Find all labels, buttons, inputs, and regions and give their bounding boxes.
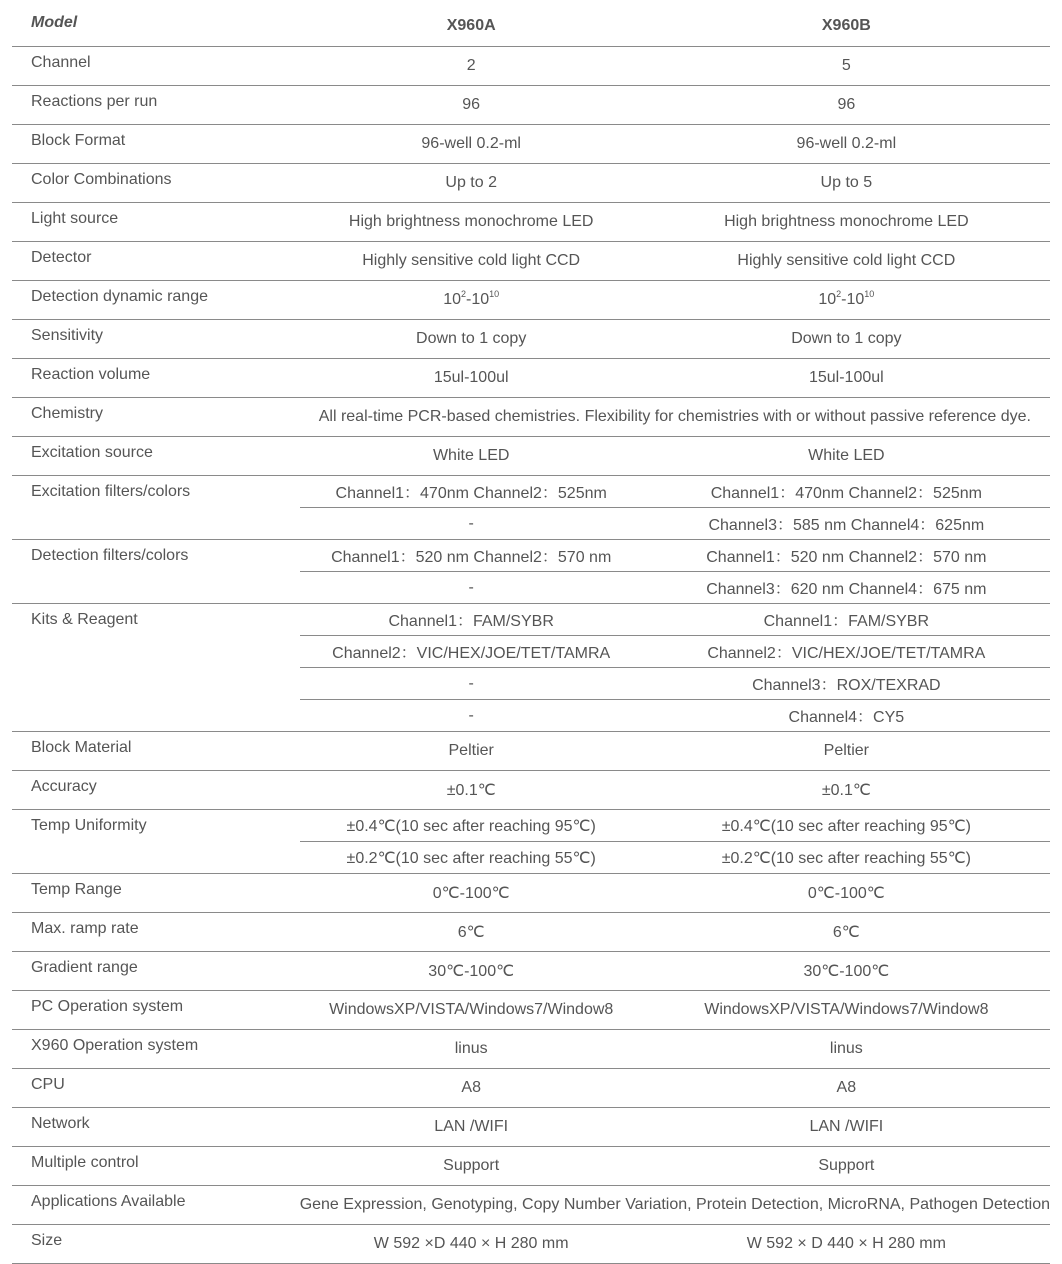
value-b: Channel1：470nm Channel2：525nm <box>643 476 1050 508</box>
table-row <box>12 437 1050 476</box>
header-model-b: X960B <box>643 6 1050 47</box>
value-a: - <box>300 700 643 732</box>
table-row <box>12 476 1050 508</box>
header-model-label: Model <box>12 6 300 47</box>
row-label: Accuracy <box>12 771 300 810</box>
value-a: White LED <box>300 437 643 476</box>
value-a: ±0.2℃(10 sec after reaching 55℃) <box>300 842 643 874</box>
value-b: Up to 5 <box>643 164 1050 203</box>
value-b: WindowsXP/VISTA/Windows7/Window8 <box>643 991 1050 1030</box>
value-b: 96-well 0.2-ml <box>643 125 1050 164</box>
value-b: Peltier <box>643 732 1050 771</box>
value-a: linus <box>300 1030 643 1069</box>
value-b: 5 <box>643 47 1050 86</box>
row-label: Max. ramp rate <box>12 913 300 952</box>
value-b: Highly sensitive cold light CCD <box>643 242 1050 281</box>
table-row <box>12 125 1050 164</box>
table-row <box>12 810 1050 842</box>
value-a: 96-well 0.2-ml <box>300 125 643 164</box>
value-a: Channel1：520 nm Channel2：570 nm <box>300 540 643 572</box>
table-row <box>12 874 1050 913</box>
row-label: Detector <box>12 242 300 281</box>
table-header-row <box>12 6 1050 47</box>
value-b: ±0.2℃(10 sec after reaching 55℃) <box>643 842 1050 874</box>
spec-table <box>12 6 1050 1264</box>
value-b: Channel3：620 nm Channel4：675 nm <box>643 572 1050 604</box>
row-label: Reactions per run <box>12 86 300 125</box>
value-b: High brightness monochrome LED <box>643 203 1050 242</box>
table-row <box>12 1225 1050 1264</box>
value-b: 0℃-100℃ <box>643 874 1050 913</box>
value-b: Support <box>643 1147 1050 1186</box>
value-a: LAN /WIFI <box>300 1108 643 1147</box>
row-label: Temp Range <box>12 874 300 913</box>
row-label: Excitation filters/colors <box>12 476 300 540</box>
value-b: ±0.1℃ <box>643 771 1050 810</box>
range-exp-high: 10 <box>864 289 875 299</box>
table-row <box>12 913 1050 952</box>
value-a: Channel1：FAM/SYBR <box>300 604 643 636</box>
row-label: Size <box>12 1225 300 1264</box>
table-row <box>12 1108 1050 1147</box>
table-row <box>12 1147 1050 1186</box>
value-b: linus <box>643 1030 1050 1069</box>
value-a: Support <box>300 1147 643 1186</box>
value-b: LAN /WIFI <box>643 1108 1050 1147</box>
value-a: Highly sensitive cold light CCD <box>300 242 643 281</box>
row-label: Kits & Reagent <box>12 604 300 732</box>
row-label: Applications Available <box>12 1186 300 1225</box>
value-a: Channel1：470nm Channel2：525nm <box>300 476 643 508</box>
table-row <box>12 604 1050 636</box>
table-row <box>12 952 1050 991</box>
value-b: Channel1：520 nm Channel2：570 nm <box>643 540 1050 572</box>
row-label: Detection filters/colors <box>12 540 300 604</box>
table-row <box>12 164 1050 203</box>
value-b: Channel1：FAM/SYBR <box>643 604 1050 636</box>
value-a: High brightness monochrome LED <box>300 203 643 242</box>
table-row <box>12 47 1050 86</box>
value-b: W 592 × D 440 × H 280 mm <box>643 1225 1050 1264</box>
row-label: Detection dynamic range <box>12 281 300 320</box>
table-row <box>12 281 1050 320</box>
row-label: Light source <box>12 203 300 242</box>
table-row <box>12 320 1050 359</box>
row-label: Sensitivity <box>12 320 300 359</box>
value-b: Channel3：585 nm Channel4：625nm <box>643 508 1050 540</box>
row-label: Channel <box>12 47 300 86</box>
value-b: 6℃ <box>643 913 1050 952</box>
value-b: 15ul-100ul <box>643 359 1050 398</box>
value-b: Channel2：VIC/HEX/JOE/TET/TAMRA <box>643 636 1050 668</box>
row-label: Network <box>12 1108 300 1147</box>
value-a: - <box>300 508 643 540</box>
value-a: 30℃-100℃ <box>300 952 643 991</box>
range-exp-low: 2 <box>461 289 467 299</box>
row-label: Excitation source <box>12 437 300 476</box>
value-a: 0℃-100℃ <box>300 874 643 913</box>
value-b <box>643 281 1050 320</box>
value-b: Channel3：ROX/TEXRAD <box>643 668 1050 700</box>
range-exp-high: 10 <box>489 289 500 299</box>
value-a: Peltier <box>300 732 643 771</box>
value-b: Down to 1 copy <box>643 320 1050 359</box>
value-a: A8 <box>300 1069 643 1108</box>
value-a: 15ul-100ul <box>300 359 643 398</box>
row-label: Color Combinations <box>12 164 300 203</box>
range-exp-low: 2 <box>836 289 842 299</box>
table-row <box>12 1186 1050 1225</box>
table-row <box>12 359 1050 398</box>
value-b: ±0.4℃(10 sec after reaching 95℃) <box>643 810 1050 842</box>
table-row <box>12 540 1050 572</box>
range-mid: -10 <box>466 291 490 308</box>
value-a: Channel2：VIC/HEX/JOE/TET/TAMRA <box>300 636 643 668</box>
range-mid: -10 <box>841 291 865 308</box>
table-row <box>12 398 1050 437</box>
row-label: Multiple control <box>12 1147 300 1186</box>
table-row <box>12 1030 1050 1069</box>
header-model-a: X960A <box>300 6 643 47</box>
value-a: 96 <box>300 86 643 125</box>
value-shared: Gene Expression, Genotyping, Copy Number Variation, Protein Detection, MicroRNA, Pathogen Detection <box>300 1186 1050 1225</box>
value-a: WindowsXP/VISTA/Windows7/Window8 <box>300 991 643 1030</box>
table-row <box>12 991 1050 1030</box>
range-base: 10 <box>443 291 461 308</box>
row-label: Block Format <box>12 125 300 164</box>
value-a: - <box>300 572 643 604</box>
row-label: X960 Operation system <box>12 1030 300 1069</box>
value-a <box>300 281 643 320</box>
table-row <box>12 242 1050 281</box>
row-label: CPU <box>12 1069 300 1108</box>
value-a: Down to 1 copy <box>300 320 643 359</box>
value-a: Up to 2 <box>300 164 643 203</box>
value-b: Channel4：CY5 <box>643 700 1050 732</box>
row-label: Chemistry <box>12 398 300 437</box>
value-shared: All real-time PCR-based chemistries. Flexibility for chemistries with or without passive reference dye. <box>300 398 1050 437</box>
value-b: A8 <box>643 1069 1050 1108</box>
table-row <box>12 203 1050 242</box>
value-a: ±0.1℃ <box>300 771 643 810</box>
row-label: Reaction volume <box>12 359 300 398</box>
value-a: W 592 ×D 440 × H 280 mm <box>300 1225 643 1264</box>
row-label: Temp Uniformity <box>12 810 300 874</box>
value-a: ±0.4℃(10 sec after reaching 95℃) <box>300 810 643 842</box>
value-b: 96 <box>643 86 1050 125</box>
table-row <box>12 771 1050 810</box>
value-b: White LED <box>643 437 1050 476</box>
range-base: 10 <box>818 291 837 308</box>
table-row <box>12 1069 1050 1108</box>
table-row <box>12 86 1050 125</box>
value-a: 2 <box>300 47 643 86</box>
value-b: 30℃-100℃ <box>643 952 1050 991</box>
row-label: PC Operation system <box>12 991 300 1030</box>
row-label: Gradient range <box>12 952 300 991</box>
table-row <box>12 732 1050 771</box>
value-a: 6℃ <box>300 913 643 952</box>
row-label: Block Material <box>12 732 300 771</box>
value-a: - <box>300 668 643 700</box>
